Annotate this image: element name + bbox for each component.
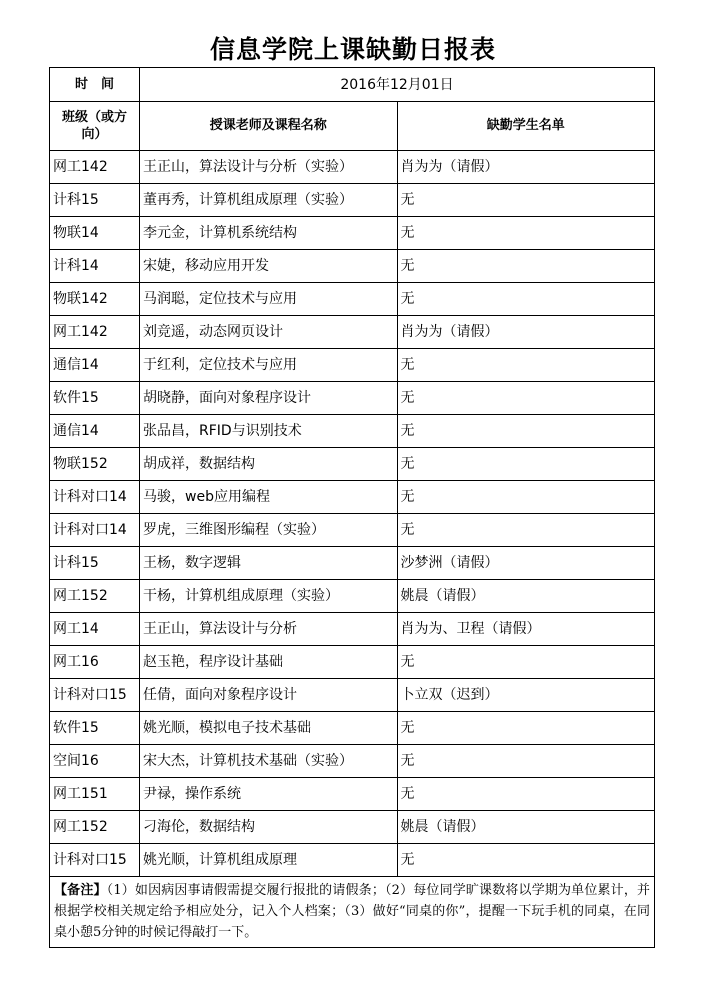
table-row xyxy=(50,679,655,712)
class-cell: 软件15 xyxy=(50,382,140,415)
class-cell: 软件15 xyxy=(50,712,140,745)
table-row xyxy=(50,316,655,349)
table-row xyxy=(50,250,655,283)
absent-students-cell: 无 xyxy=(397,415,655,448)
table-row xyxy=(50,613,655,646)
absent-students-cell: 肖为为（请假） xyxy=(397,151,655,184)
teacher-course-cell: 干杨，计算机组成原理（实验） xyxy=(140,580,398,613)
class-cell: 网工16 xyxy=(50,646,140,679)
absent-students-cell: 无 xyxy=(397,646,655,679)
class-cell: 通信14 xyxy=(50,415,140,448)
teacher-course-cell: 刁海伦，数据结构 xyxy=(140,811,398,844)
note-row xyxy=(50,877,655,948)
absent-students-cell: 无 xyxy=(397,250,655,283)
absent-students-cell: 姚晨（请假） xyxy=(397,580,655,613)
table-row xyxy=(50,580,655,613)
teacher-course-cell: 马润聪，定位技术与应用 xyxy=(140,283,398,316)
teacher-course-cell: 宋大杰，计算机技术基础（实验） xyxy=(140,745,398,778)
teacher-course-cell: 王正山，算法设计与分析（实验） xyxy=(140,151,398,184)
teacher-course-cell: 赵玉艳，程序设计基础 xyxy=(140,646,398,679)
table-row xyxy=(50,415,655,448)
class-cell: 网工14 xyxy=(50,613,140,646)
time-label: 时 间 xyxy=(50,68,140,102)
class-cell: 计科15 xyxy=(50,184,140,217)
teacher-course-cell: 胡晓静，面向对象程序设计 xyxy=(140,382,398,415)
absent-students-cell: 无 xyxy=(397,481,655,514)
class-cell: 网工151 xyxy=(50,778,140,811)
table-row xyxy=(50,646,655,679)
note-label: 【备注】 xyxy=(54,883,107,898)
teacher-course-cell: 于红利，定位技术与应用 xyxy=(140,349,398,382)
class-cell: 物联152 xyxy=(50,448,140,481)
class-cell: 网工152 xyxy=(50,811,140,844)
teacher-course-cell: 罗虎，三维图形编程（实验） xyxy=(140,514,398,547)
report-title: 信息学院上课缺勤日报表 xyxy=(209,35,496,64)
table-row xyxy=(50,481,655,514)
absent-students-cell: 无 xyxy=(397,448,655,481)
class-cell: 通信14 xyxy=(50,349,140,382)
class-cell: 物联142 xyxy=(50,283,140,316)
column-header-class: 班级（或方向） xyxy=(50,102,140,151)
absent-students-cell: 无 xyxy=(397,217,655,250)
table-row xyxy=(50,547,655,580)
column-header-absent-students: 缺勤学生名单 xyxy=(397,102,655,151)
absent-students-cell: 无 xyxy=(397,844,655,877)
absent-students-cell: 无 xyxy=(397,349,655,382)
class-cell: 计科对口14 xyxy=(50,481,140,514)
table-row xyxy=(50,514,655,547)
teacher-course-cell: 李元金，计算机系统结构 xyxy=(140,217,398,250)
table-row xyxy=(50,745,655,778)
teacher-course-cell: 姚光顺，模拟电子技术基础 xyxy=(140,712,398,745)
table-row xyxy=(50,217,655,250)
absent-students-cell: 无 xyxy=(397,283,655,316)
absent-students-cell: 卜立双（迟到） xyxy=(397,679,655,712)
teacher-course-cell: 任倩，面向对象程序设计 xyxy=(140,679,398,712)
table-row xyxy=(50,778,655,811)
class-cell: 计科对口15 xyxy=(50,679,140,712)
teacher-course-cell: 宋婕，移动应用开发 xyxy=(140,250,398,283)
class-cell: 空间16 xyxy=(50,745,140,778)
class-cell: 计科对口15 xyxy=(50,844,140,877)
absent-students-cell: 无 xyxy=(397,778,655,811)
note-cell xyxy=(50,877,655,948)
table-row xyxy=(50,283,655,316)
table-row xyxy=(50,151,655,184)
teacher-course-cell: 张品昌，RFID与识别技术 xyxy=(140,415,398,448)
teacher-course-cell: 王正山，算法设计与分析 xyxy=(140,613,398,646)
class-cell: 网工152 xyxy=(50,580,140,613)
absent-students-cell: 无 xyxy=(397,184,655,217)
table-row xyxy=(50,811,655,844)
table-row xyxy=(50,448,655,481)
teacher-course-cell: 姚光顺，计算机组成原理 xyxy=(140,844,398,877)
table-row xyxy=(50,382,655,415)
column-header-teacher-course: 授课老师及课程名称 xyxy=(140,102,398,151)
column-header-row xyxy=(50,102,655,151)
table-row xyxy=(50,712,655,745)
class-cell: 计科14 xyxy=(50,250,140,283)
class-cell: 计科15 xyxy=(50,547,140,580)
class-cell: 网工142 xyxy=(50,316,140,349)
absent-students-cell: 无 xyxy=(397,712,655,745)
teacher-course-cell: 马骏，web应用编程 xyxy=(140,481,398,514)
class-cell: 物联14 xyxy=(50,217,140,250)
class-cell: 计科对口14 xyxy=(50,514,140,547)
absent-students-cell: 肖为为、卫程（请假） xyxy=(397,613,655,646)
note-text: （1）如因病因事请假需提交履行报批的请假条；（2）每位同学旷课数将以学期为单位累计，并根据学校相关规定给予相应处分，记入个人档案；（3）做好“同桌的你”，提醒一下玩手机的同桌，在同桌小憩5分钟的时候记得敲打一下。 xyxy=(54,883,650,940)
table-row xyxy=(50,349,655,382)
teacher-course-cell: 刘竞遥，动态网页设计 xyxy=(140,316,398,349)
absent-students-cell: 沙梦洲（请假） xyxy=(397,547,655,580)
teacher-course-cell: 尹禄，操作系统 xyxy=(140,778,398,811)
absent-students-cell: 无 xyxy=(397,514,655,547)
time-row xyxy=(50,68,655,102)
absent-students-cell: 无 xyxy=(397,745,655,778)
absent-students-cell: 姚晨（请假） xyxy=(397,811,655,844)
class-cell: 网工142 xyxy=(50,151,140,184)
report-date: 2016年12月01日 xyxy=(140,68,655,102)
absent-students-cell: 无 xyxy=(397,382,655,415)
teacher-course-cell: 胡成祥，数据结构 xyxy=(140,448,398,481)
table-row xyxy=(50,184,655,217)
teacher-course-cell: 王杨，数字逻辑 xyxy=(140,547,398,580)
teacher-course-cell: 董再秀，计算机组成原理（实验） xyxy=(140,184,398,217)
absent-students-cell: 肖为为（请假） xyxy=(397,316,655,349)
absence-report-table xyxy=(49,67,655,948)
table-row xyxy=(50,844,655,877)
